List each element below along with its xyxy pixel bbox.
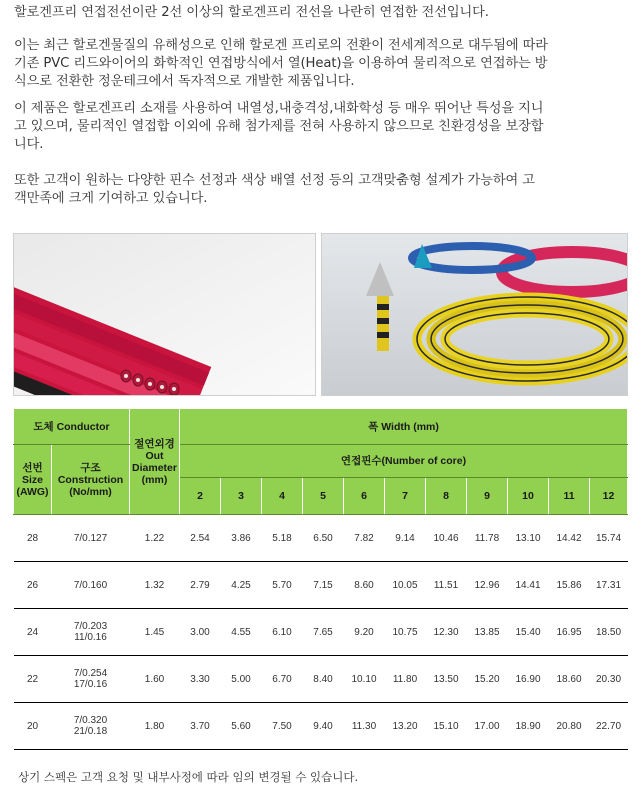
construction-cell xyxy=(52,656,130,703)
od-cell: 1.22 xyxy=(130,515,180,562)
core-count-header: 6 xyxy=(344,478,385,515)
od-cell: 1.32 xyxy=(130,562,180,609)
width-cell: 8.40 xyxy=(303,656,344,703)
core-count-header: 11 xyxy=(549,478,590,515)
awg-cell: 28 xyxy=(14,515,52,562)
core-count-header: 12 xyxy=(590,478,628,515)
construction-header: 구조 Construction (No/mm) xyxy=(52,445,130,515)
width-cell: 10.75 xyxy=(385,609,426,656)
construction-value: 17/0.16 xyxy=(73,679,108,690)
table-row xyxy=(14,609,628,656)
width-cell: 15.40 xyxy=(508,609,549,656)
width-cell: 16.90 xyxy=(508,656,549,703)
awg-cell: 20 xyxy=(14,703,52,750)
width-cell: 18.50 xyxy=(590,609,628,656)
width-cell: 13.50 xyxy=(426,656,467,703)
width-cell: 10.05 xyxy=(385,562,426,609)
width-cell: 7.82 xyxy=(344,515,385,562)
core-count-header: 5 xyxy=(303,478,344,515)
construction-cell xyxy=(52,703,130,750)
construction-value: 7/0.160 xyxy=(73,579,108,591)
width-cell: 20.80 xyxy=(549,703,590,750)
width-cell: 6.10 xyxy=(262,609,303,656)
cable-photo-left xyxy=(13,233,316,396)
core-count-header: 4 xyxy=(262,478,303,515)
width-cell: 15.86 xyxy=(549,562,590,609)
table-row xyxy=(14,656,628,703)
width-cell: 2.79 xyxy=(180,562,221,609)
construction-value: 11/0.16 xyxy=(74,632,107,643)
width-cell: 11.80 xyxy=(385,656,426,703)
awg-header: 선번 Size (AWG) xyxy=(14,445,52,515)
width-cell: 9.40 xyxy=(303,703,344,750)
width-cell: 10.10 xyxy=(344,656,385,703)
intro-line: 고 있으며, 물리적인 열접합 이외에 유해 첨가제를 전혀 사용하지 않으므로 친환경성을 보장합 xyxy=(14,119,544,134)
width-cell: 12.30 xyxy=(426,609,467,656)
od-cell: 1.80 xyxy=(130,703,180,750)
awg-cell: 26 xyxy=(14,562,52,609)
width-cell: 22.70 xyxy=(590,703,628,750)
intro-line: 또한 고객이 원하는 다양한 핀수 선정과 색상 배열 선정 등의 고객맞춤형 설계가 가능하여 고 xyxy=(14,173,535,188)
construction-value: 21/0.18 xyxy=(73,726,108,737)
construction-cell xyxy=(52,515,130,562)
width-cell: 11.78 xyxy=(467,515,508,562)
width-cell: 5.70 xyxy=(262,562,303,609)
core-count-header: 2 xyxy=(180,478,221,515)
width-cell: 20.30 xyxy=(590,656,628,703)
width-cell: 13.10 xyxy=(508,515,549,562)
intro-line: 기존 PVC 리드와이어의 화학적인 연접방식에서 열(Heat)을 이용하여 물리적으로 연접하는 방 xyxy=(14,56,548,71)
conductor-header: 도체 Conductor xyxy=(14,409,130,445)
width-cell: 2.54 xyxy=(180,515,221,562)
core-count-header: 10 xyxy=(508,478,549,515)
width-cell: 17.00 xyxy=(467,703,508,750)
width-cell: 4.55 xyxy=(221,609,262,656)
width-cell: 15.10 xyxy=(426,703,467,750)
width-cell: 4.25 xyxy=(221,562,262,609)
awg-cell: 22 xyxy=(14,656,52,703)
insulation-od-header: 절연외경 Out Diameter (mm) xyxy=(130,409,180,515)
construction-value: 7/0.254 xyxy=(73,668,108,679)
width-cell: 8.60 xyxy=(344,562,385,609)
width-cell: 14.41 xyxy=(508,562,549,609)
width-cell: 7.15 xyxy=(303,562,344,609)
width-cell: 10.46 xyxy=(426,515,467,562)
width-cell: 13.85 xyxy=(467,609,508,656)
width-cell: 9.20 xyxy=(344,609,385,656)
intro-paragraph-3 xyxy=(14,100,626,154)
width-cell: 15.74 xyxy=(590,515,628,562)
width-cell: 3.00 xyxy=(180,609,221,656)
width-header: 폭 Width (mm) xyxy=(180,409,628,445)
width-cell: 16.95 xyxy=(549,609,590,656)
construction-cell xyxy=(52,609,130,656)
intro-paragraph-4 xyxy=(14,172,626,208)
table-row xyxy=(14,703,628,750)
intro-line: 객만족에 크게 기여하고 있습니다. xyxy=(14,191,208,206)
table-row xyxy=(14,562,628,609)
width-cell: 3.86 xyxy=(221,515,262,562)
width-cell: 13.20 xyxy=(385,703,426,750)
width-cell: 11.51 xyxy=(426,562,467,609)
construction-value: 7/0.320 xyxy=(73,715,108,726)
awg-cell: 24 xyxy=(14,609,52,656)
width-cell: 7.50 xyxy=(262,703,303,750)
core-count-header: 7 xyxy=(385,478,426,515)
spec-table xyxy=(13,408,628,750)
core-count-header: 8 xyxy=(426,478,467,515)
intro-paragraph-2 xyxy=(14,37,626,91)
width-cell: 6.70 xyxy=(262,656,303,703)
width-cell: 11.30 xyxy=(344,703,385,750)
od-cell: 1.45 xyxy=(130,609,180,656)
cable-photo-right xyxy=(321,233,628,396)
table-row xyxy=(14,515,628,562)
intro-line: 식으로 전환한 정운테크에서 독자적으로 개발한 제품입니다. xyxy=(14,74,355,89)
width-cell: 7.65 xyxy=(303,609,344,656)
width-cell: 14.42 xyxy=(549,515,590,562)
intro-line: 이 제품은 할로겐프리 소재를 사용하여 내열성,내충격성,내화학성 등 매우 뛰어난 특성을 지니 xyxy=(14,101,544,116)
width-cell: 5.60 xyxy=(221,703,262,750)
core-count-header: 9 xyxy=(467,478,508,515)
width-cell: 17.31 xyxy=(590,562,628,609)
core-count-header: 3 xyxy=(221,478,262,515)
construction-value: 7/0.127 xyxy=(73,532,108,544)
intro-line: 니다. xyxy=(14,137,44,152)
intro-paragraph-1 xyxy=(14,4,626,22)
cores-header: 연접핀수(Number of core) xyxy=(180,445,628,478)
width-cell: 12.96 xyxy=(467,562,508,609)
width-cell: 5.00 xyxy=(221,656,262,703)
intro-line: 이는 최근 할로겐물질의 유해성으로 인해 할로겐 프리로의 전환이 전세계적으로 대두됨에 따라 xyxy=(14,38,548,53)
width-cell: 5.18 xyxy=(262,515,303,562)
width-cell: 18.60 xyxy=(549,656,590,703)
width-cell: 3.30 xyxy=(180,656,221,703)
od-cell: 1.60 xyxy=(130,656,180,703)
construction-value: 7/0.203 xyxy=(73,621,108,632)
width-cell: 9.14 xyxy=(385,515,426,562)
spec-note: 상기 스펙은 고객 요청 및 내부사정에 따라 임의 변경될 수 있습니다. xyxy=(18,770,359,784)
width-cell: 15.20 xyxy=(467,656,508,703)
width-cell: 18.90 xyxy=(508,703,549,750)
construction-cell xyxy=(52,562,130,609)
width-cell: 3.70 xyxy=(180,703,221,750)
width-cell: 6.50 xyxy=(303,515,344,562)
intro-line: 할로겐프리 연접전선이란 2선 이상의 할로겐프리 전선을 나란히 연접한 전선입니다. xyxy=(14,5,489,20)
